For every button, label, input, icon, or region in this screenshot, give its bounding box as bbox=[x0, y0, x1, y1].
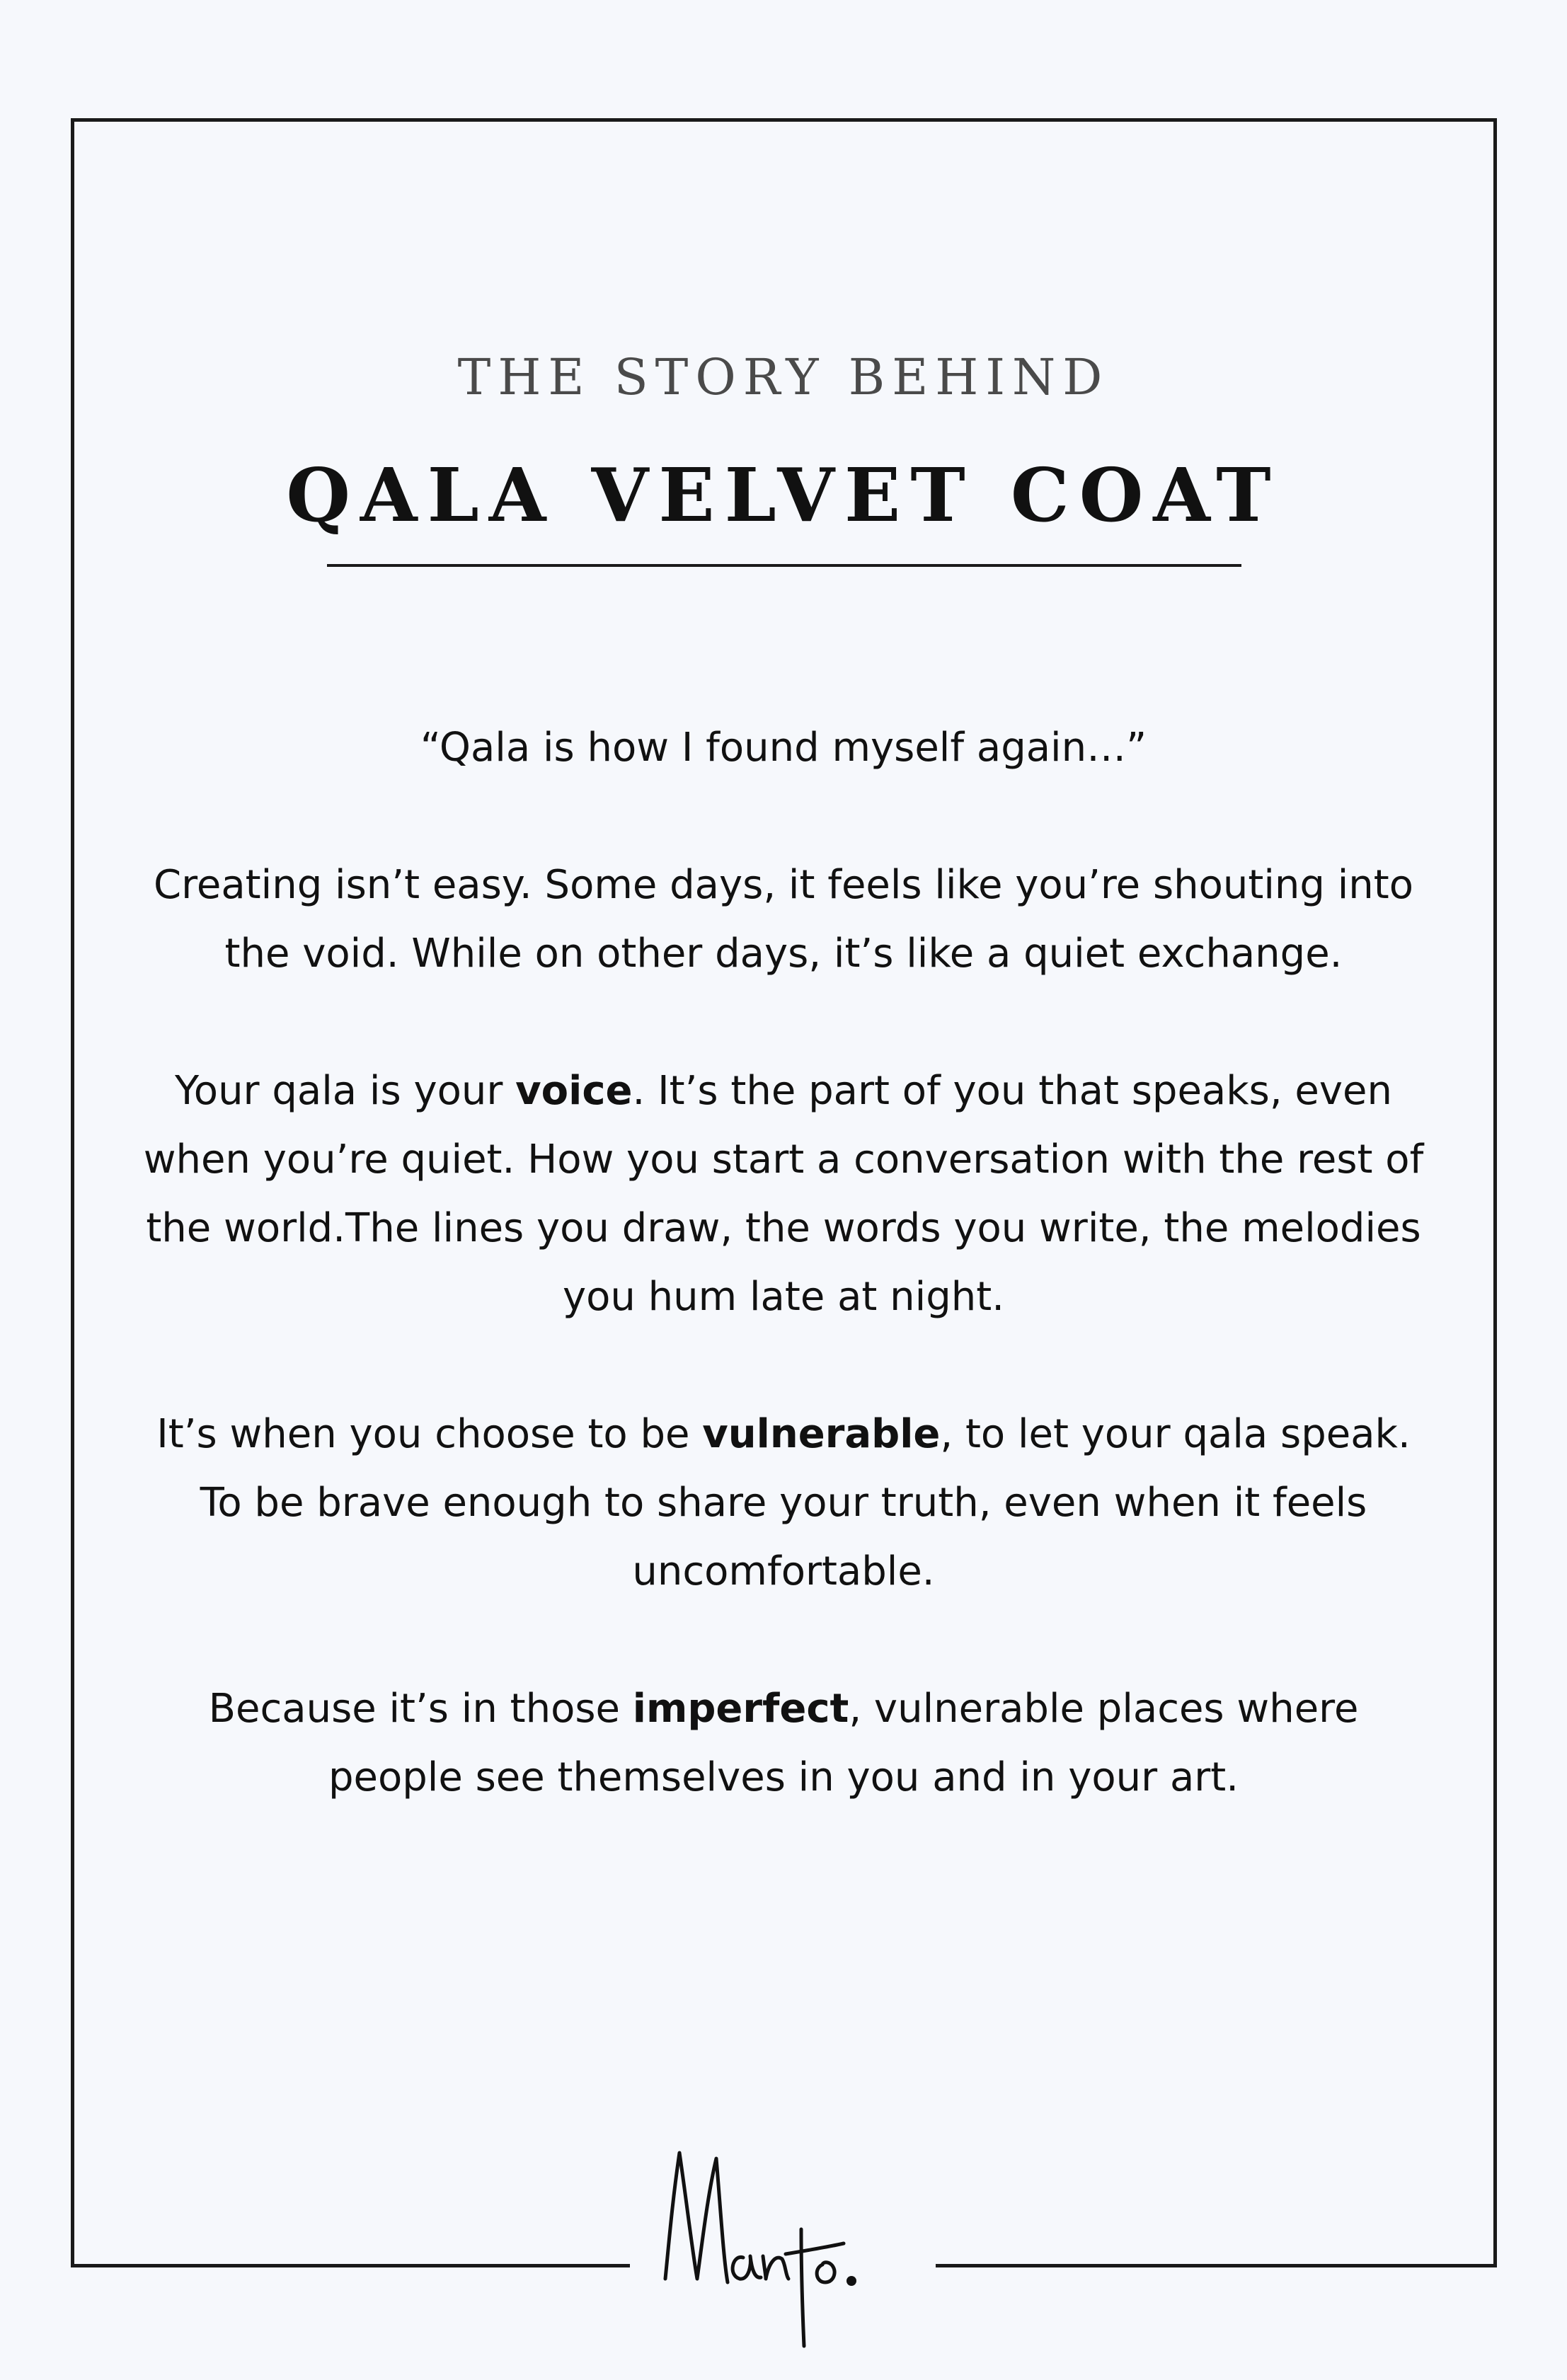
paragraph-vulnerable-text-start: It’s when you choose to be bbox=[156, 1411, 703, 1457]
frame-bottom-left-border bbox=[71, 2264, 630, 2267]
signature-icon bbox=[637, 2137, 930, 2350]
opening-quote: “Qala is how I found myself again…” bbox=[420, 725, 1147, 771]
frame-bottom-right-border bbox=[936, 2264, 1497, 2267]
paragraph-voice bbox=[142, 1057, 1425, 1331]
frame-right-border bbox=[1493, 118, 1497, 2267]
story-body bbox=[142, 713, 1425, 1880]
title-underline bbox=[327, 564, 1241, 567]
emphasis-voice: voice bbox=[515, 1068, 633, 1114]
page-title: QALA VELVET COAT bbox=[286, 452, 1281, 539]
paragraph-imperfect-text-end: , vulnerable places where people see themselves in you and in your art. bbox=[328, 1686, 1359, 1800]
frame-top-border bbox=[71, 118, 1497, 122]
paragraph-voice-text-start: Your qala is your bbox=[175, 1068, 516, 1114]
paragraph-vulnerable-text-end: , to let your qala speak. To be brave enough to share your truth, even when it feels uncomfortable. bbox=[200, 1411, 1411, 1594]
paragraph-imperfect bbox=[142, 1674, 1425, 1812]
paragraph-voice-text-end: . It’s the part of you that speaks, even when you’re quiet. How you start a conversation with the rest of the world.The lines you draw, the words you write, the melodies you hum late at night. bbox=[143, 1068, 1424, 1320]
paragraph-creating: Creating isn’t easy. Some days, it feels like you’re shouting into the void. While on other days, it’s like a quiet exchange. bbox=[154, 862, 1413, 977]
paragraph-imperfect-text-start: Because it’s in those bbox=[208, 1686, 633, 1732]
paragraph-vulnerable bbox=[142, 1400, 1425, 1606]
story-kicker: THE STORY BEHIND bbox=[457, 348, 1110, 406]
emphasis-imperfect: imperfect bbox=[632, 1686, 849, 1732]
emphasis-vulnerable: vulnerable bbox=[702, 1411, 941, 1457]
frame-left-border bbox=[71, 118, 74, 2267]
